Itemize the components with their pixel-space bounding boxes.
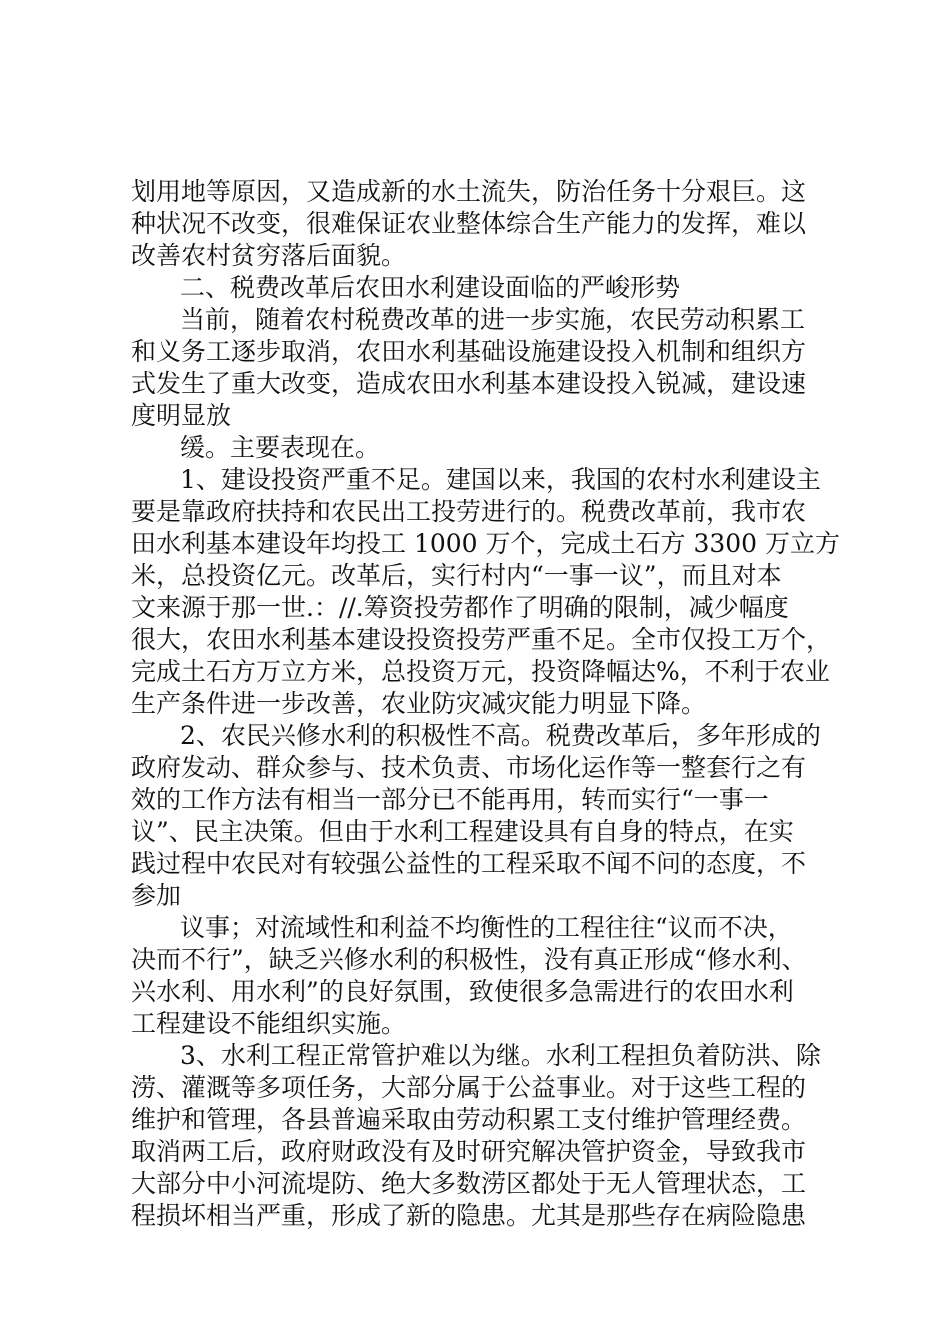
text-line: 议”、民主决策。但由于水利工程建设具有自身的特点，在实 xyxy=(131,817,794,846)
text-line: 践过程中农民对有较强公益性的工程采取不闻不问的态度，不 xyxy=(131,849,807,878)
section-heading: 二、税费改革后农田水利建设面临的严峻形势 xyxy=(180,273,681,302)
text-line: 田水利基本建设年均投工 1000 万个，完成土石方 3300 万立方 xyxy=(131,529,841,558)
text-line: 决而不行”，缺乏兴修水利的积极性，没有真正形成“修水利、 xyxy=(131,945,807,974)
text-line: 参加 xyxy=(131,881,182,910)
paragraph-start: 当前，随着农村税费改革的进一步实施，农民劳动积累工 xyxy=(180,305,806,334)
text-line: 很大，农田水利基本建设投资投劳严重不足。全市仅投工万个， xyxy=(131,625,832,654)
text-line: 兴水利、用水利”的良好氛围，致使很多急需进行的农田水利 xyxy=(131,977,794,1006)
text-line: 米，总投资亿元。改革后，实行村内“一事一议”，而且对本 xyxy=(131,561,782,590)
text-line: 取消两工后，政府财政没有及时研究解决管护资金，导致我市 xyxy=(131,1137,807,1166)
text-line: 工程建设不能组织实施。 xyxy=(131,1009,407,1038)
text-line: 改善农村贫穷落后面貌。 xyxy=(131,241,407,270)
text-line: 式发生了重大改变，造成农田水利基本建设投入锐减，建设速 xyxy=(131,369,807,398)
text-line: 度明显放 xyxy=(131,401,232,430)
text-line: 划用地等原因，又造成新的水土流失，防治任务十分艰巨。这 xyxy=(131,177,807,206)
text-line: 种状况不改变，很难保证农业整体综合生产能力的发挥，难以 xyxy=(131,209,807,238)
text-line: 和义务工逐步取消，农田水利基础设施建设投入机制和组织方 xyxy=(131,337,807,366)
text-line: 大部分中小河流堤防、绝大多数涝区都处于无人管理状态，工 xyxy=(131,1169,807,1198)
paragraph-start: 1、建设投资严重不足。建国以来，我国的农村水利建设主 xyxy=(180,465,821,494)
text-line: 程损坏相当严重，形成了新的隐患。尤其是那些存在病险隐患 xyxy=(131,1201,807,1230)
text-line: 议事；对流域性和利益不均衡性的工程往往“议而不决， xyxy=(180,913,793,942)
text-line: 文来源于那一世.：//.筹资投劳都作了明确的限制，减少幅度 xyxy=(131,593,789,622)
text-line: 缓。主要表现在。 xyxy=(180,433,381,462)
text-line: 生产条件进一步改善，农业防灾减灾能力明显下降。 xyxy=(131,689,707,718)
text-line: 要是靠政府扶持和农民出工投劳进行的。税费改革前，我市农 xyxy=(131,497,807,526)
text-line: 效的工作方法有相当一部分已不能再用，转而实行“一事一 xyxy=(131,785,769,814)
text-line: 涝、灌溉等多项任务，大部分属于公益事业。对于这些工程的 xyxy=(131,1073,807,1102)
text-line: 政府发动、群众参与、技术负责、市场化运作等一整套行之有 xyxy=(131,753,807,782)
paragraph-start: 3、水利工程正常管护难以为继。水利工程担负着防洪、除 xyxy=(180,1041,821,1070)
text-line: 维护和管理，各县普遍采取由劳动积累工支付维护管理经费。 xyxy=(131,1105,807,1134)
text-line: 完成土石方万立方米，总投资万元，投资降幅达%，不利于农业 xyxy=(131,657,830,686)
paragraph-start: 2、农民兴修水利的积极性不高。税费改革后，多年形成的 xyxy=(180,721,821,750)
